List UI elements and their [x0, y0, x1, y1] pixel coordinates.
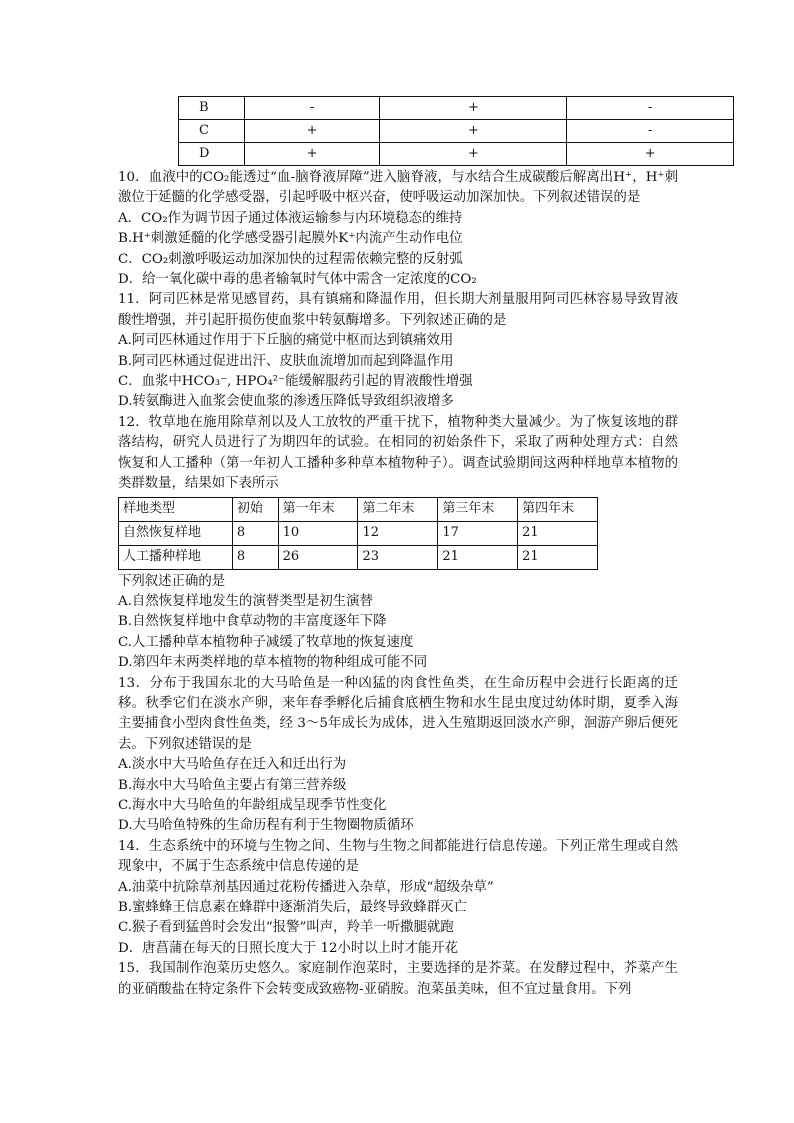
- table-cell: 21: [438, 545, 518, 569]
- table-cell: -: [567, 120, 734, 143]
- option-a: A.自然恢复样地发生的演替类型是初生演替: [118, 593, 373, 609]
- option-d: D.第四年末两类样地的草本植物的物种组成可能不同: [118, 655, 428, 671]
- table-row: [119, 545, 598, 569]
- question-14: [118, 837, 678, 959]
- table-cell: 自然恢复样地: [119, 521, 233, 545]
- option-a: A.油菜中抗除草剂基因通过花粉传播进入杂草，形成“超级杂草”: [118, 879, 494, 895]
- table-header-cell: 第四年末: [518, 497, 598, 521]
- option-d: D.转氨酶进入血浆会使血浆的渗透压降低导致组织液增多: [118, 394, 454, 410]
- table-header-cell: 样地类型: [119, 497, 233, 521]
- answer-table: [178, 96, 734, 166]
- table-row: [119, 521, 598, 545]
- question-stem: 12．牧草地在施用除草剂以及人工放牧的严重干扰下，植物种类大量减少。为了恢复该地的群落结构，研究人员进行了为期四年的试验。在相同的初始条件下，采取了两种处理方式：自然恢复和人工播种（第一年初人工播种多种草本植物种子）。调查试验期间这两种样地草本植物的类群数量，结果如下表所示: [118, 414, 678, 492]
- table-row: [179, 97, 734, 120]
- option-b: B.蜜蜂蜂王信息素在蜂群中逐渐消失后，最终导致蜂群灭亡: [118, 900, 467, 915]
- question-10: [118, 168, 678, 290]
- table-cell: +: [380, 97, 567, 120]
- question-12: [118, 413, 678, 674]
- option-c: C．血浆中HCO₃⁻, HPO₄²⁻能缓解服药引起的胃液酸性增强: [118, 374, 473, 390]
- table-cell: 8: [232, 521, 278, 545]
- option-b: B.海水中大马哈鱼主要占有第三营养级: [118, 777, 347, 793]
- table-header-cell: 初始: [232, 497, 278, 521]
- option-d: D.大马哈鱼特殊的生命历程有利于生物圈物质循环: [118, 818, 414, 834]
- option-b: B.阿司匹林通过促进出汗、皮肤血流增加而起到降温作用: [118, 353, 454, 369]
- question-stem: 14．生态系统中的环境与生物之间、生物与生物之间都能进行信息传递。下列正常生理或自然现象中，不属于生态系统中信息传递的是: [118, 838, 678, 875]
- table-cell: +: [380, 120, 567, 143]
- option-c: C.海水中大马哈鱼的年龄组成呈现季节性变化: [118, 797, 387, 813]
- table-header-row: [119, 497, 598, 521]
- table-cell: -: [567, 97, 734, 120]
- option-d: D．给一氧化碳中毒的患者输氧时气体中需含一定浓度的CO₂: [118, 272, 477, 288]
- table-cell: +: [380, 143, 567, 166]
- table-cell: B: [179, 97, 245, 120]
- table-cell: D: [179, 143, 245, 166]
- option-a: A．CO₂作为调节因子通过体液运输参与内环境稳态的维持: [118, 210, 463, 226]
- table-cell: +: [244, 120, 380, 143]
- table-cell: 21: [518, 521, 598, 545]
- table-cell: C: [179, 120, 245, 143]
- table-cell: 12: [358, 521, 438, 545]
- table-header-cell: 第二年末: [358, 497, 438, 521]
- option-d: D．唐菖蒲在每天的日照长度大于 12小时以上时才能开花: [118, 940, 459, 956]
- table-cell: 17: [438, 521, 518, 545]
- question-prompt: 下列叙述正确的是: [118, 573, 226, 589]
- question-11: [118, 290, 678, 412]
- question-stem: 13．分布于我国东北的大马哈鱼是一种凶猛的肉食性鱼类，在生命历程中会进行长距离的迁移。秋季它们在淡水产卵，来年春季孵化后捕食底栖生物和水生昆虫度过幼体时期，夏季入海主要捕食小型肉食性鱼类，经 3～5年成长为成体，进入生殖期返回淡水产卵，洄游产卵后便死去。下列叙述错误的是: [118, 675, 678, 752]
- table-cell: 10: [278, 521, 358, 545]
- option-a: A.淡水中大马哈鱼存在迁入和迁出行为: [118, 757, 347, 773]
- table-cell: 21: [518, 545, 598, 569]
- question-stem: 10．血液中的CO₂能透过“血-脑脊液屏障”进入脑脊液，与水结合生成碳酸后解离出H⁺，H⁺刺激位于延髓的化学感受器，引起呼吸中枢兴奋，使呼吸运动加深加快。下列叙述错误的是: [118, 170, 678, 206]
- option-b: B.H⁺刺激延髓的化学感受器引起膜外K⁺内流产生动作电位: [118, 231, 463, 247]
- table-row: [179, 143, 734, 166]
- page-content: [118, 96, 678, 1000]
- table-cell: +: [244, 143, 380, 166]
- option-c: C.猴子看到猛兽时会发出“报警”叫声，羚羊一听撒腿就跑: [118, 920, 454, 936]
- table-cell: 8: [232, 545, 278, 569]
- option-a: A.阿司匹林通过作用于下丘脑的痛觉中枢而达到镇痛效用: [118, 333, 454, 349]
- question-15: [118, 959, 678, 1000]
- question-13: [118, 674, 678, 837]
- table-cell: 26: [278, 545, 358, 569]
- species-count-table: [118, 497, 598, 570]
- table-cell: 人工播种样地: [119, 545, 233, 569]
- question-stem: 15．我国制作泡菜历史悠久。家庭制作泡菜时，主要选择的是芥菜。在发酵过程中，芥菜产生的亚硝酸盐在特定条件下会转变成致癌物-亚硝胺。泡菜虽美味，但不宜过量食用。下列: [118, 961, 678, 997]
- table-cell: -: [244, 97, 380, 120]
- table-cell: 23: [358, 545, 438, 569]
- table-cell: +: [567, 143, 734, 166]
- question-stem: 11．阿司匹林是常见感冒药，具有镇痛和降温作用，但长期大剂量服用阿司匹林容易导致胃液酸性增强，并引起肝损伤使血浆中转氨酶增多。下列叙述正确的是: [118, 292, 678, 328]
- table-header-cell: 第三年末: [438, 497, 518, 521]
- option-c: C．CO₂刺激呼吸运动加深加快的过程需依赖完整的反射弧: [118, 251, 463, 267]
- option-b: B.自然恢复样地中食草动物的丰富度逐年下降: [118, 614, 387, 630]
- table-header-cell: 第一年末: [278, 497, 358, 521]
- table-row: [179, 120, 734, 143]
- option-c: C.人工播种草本植物种子减缓了牧草地的恢复速度: [118, 634, 414, 650]
